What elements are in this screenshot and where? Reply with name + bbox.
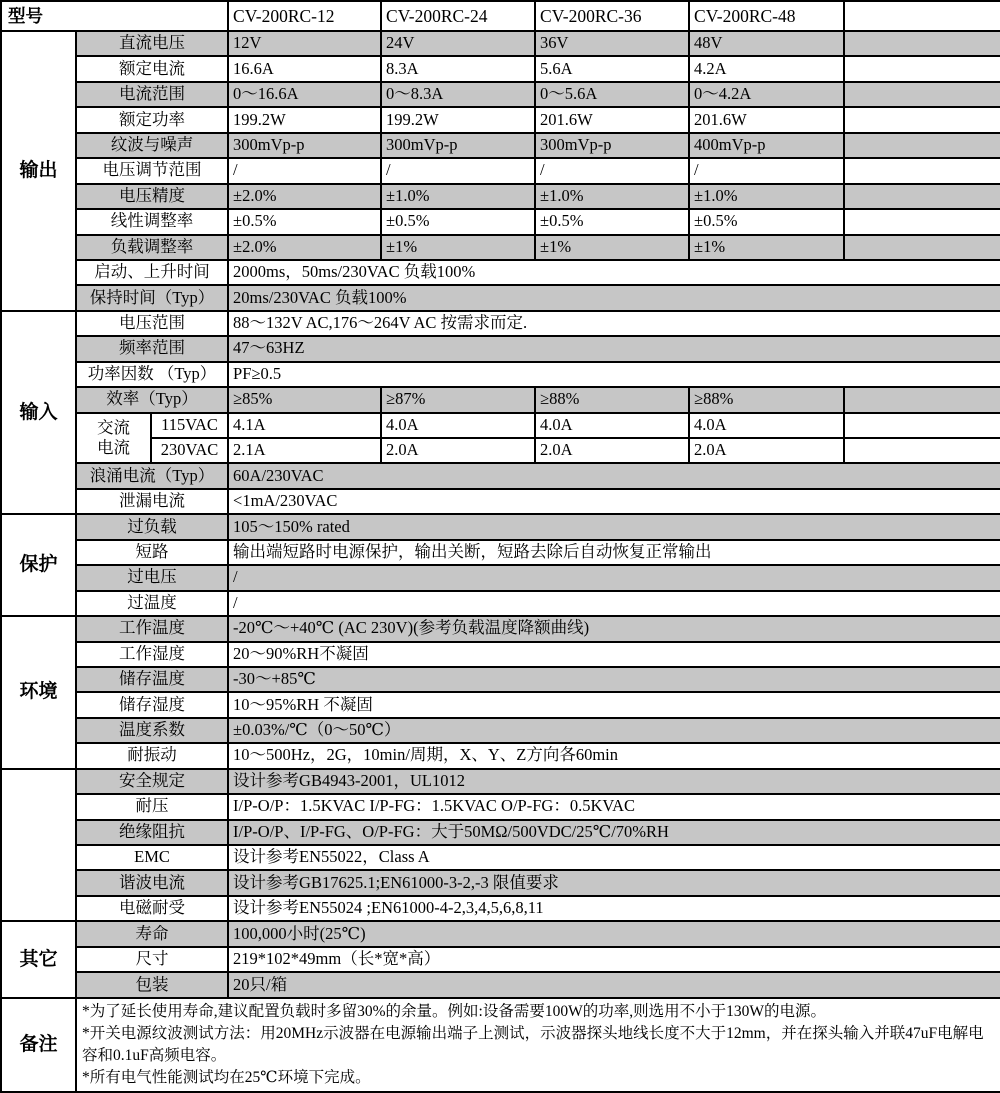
spec-value-span-cell: -30～+85℃ [228, 667, 1000, 692]
row-label: 谐波电流 [76, 870, 228, 895]
row-label: 启动、上升时间 [76, 260, 228, 285]
table-row [1, 743, 1000, 768]
spec-value-cell: 0～4.2A [689, 82, 844, 107]
row-label: 直流电压 [76, 31, 228, 56]
model-name-cell: CV-200RC-36 [535, 1, 689, 31]
row-label: 额定电流 [76, 56, 228, 81]
empty-cell [844, 158, 1000, 183]
spec-value-cell: 300mVp-p [535, 133, 689, 158]
spec-value-cell: ≥85% [228, 387, 381, 412]
model-header-label: 型号 [1, 1, 228, 31]
row-label: 过电压 [76, 565, 228, 590]
spec-value-span-cell: 20ms/230VAC 负载100% [228, 285, 1000, 310]
row-group-label [76, 413, 151, 464]
table-row [1, 921, 1000, 946]
table-row [1, 107, 1000, 132]
row-label: 储存温度 [76, 667, 228, 692]
spec-value-cell: ±1.0% [689, 184, 844, 209]
spec-value-cell: ±0.5% [535, 209, 689, 234]
spec-value-cell: ≥88% [689, 387, 844, 412]
row-label: 保持时间（Typ） [76, 285, 228, 310]
spec-value-span-cell: 输出端短路时电源保护，输出关断，短路去除后自动恢复正常输出 [228, 540, 1000, 565]
table-row [1, 387, 1000, 412]
table-row [1, 56, 1000, 81]
table-row [1, 158, 1000, 183]
note-line: *所有电气性能测试均在25℃环境下完成。 [82, 1069, 371, 1086]
empty-cell [844, 235, 1000, 260]
spec-value-span-cell: 10～500Hz，2G，10min/周期，X、Y、Z方向各60min [228, 743, 1000, 768]
section-label: 备注 [1, 998, 76, 1092]
row-label: 工作湿度 [76, 642, 228, 667]
spec-value-span-cell: 219*102*49mm（长*宽*高） [228, 947, 1000, 972]
spec-value-cell: 4.0A [689, 413, 844, 438]
row-label: 负载调整率 [76, 235, 228, 260]
model-name-cell: CV-200RC-12 [228, 1, 381, 31]
row-label: 线性调整率 [76, 209, 228, 234]
row-sub-label: 115VAC [151, 413, 228, 438]
table-row [1, 362, 1000, 387]
empty-cell [844, 1, 1000, 31]
spec-value-span-cell: 2000ms，50ms/230VAC 负载100% [228, 260, 1000, 285]
spec-value-cell: / [689, 158, 844, 183]
spec-value-cell: 4.0A [381, 413, 535, 438]
table-row [1, 209, 1000, 234]
spec-value-cell: 4.1A [228, 413, 381, 438]
row-label: EMC [76, 845, 228, 870]
spec-value-cell: ±2.0% [228, 235, 381, 260]
spec-value-span-cell: PF≥0.5 [228, 362, 1000, 387]
spec-value-cell: ±1% [381, 235, 535, 260]
empty-cell [844, 387, 1000, 412]
spec-value-cell: 4.2A [689, 56, 844, 81]
row-label: 电磁耐受 [76, 896, 228, 921]
group-line: 电流 [97, 438, 130, 457]
table-row [1, 616, 1000, 641]
spec-value-cell: 201.6W [689, 107, 844, 132]
table-row [1, 642, 1000, 667]
section-label: 输出 [1, 31, 76, 311]
spec-value-span-cell: -20℃～+40℃ (AC 230V)(参考负载温度降额曲线) [228, 616, 1000, 641]
row-label: 尺寸 [76, 947, 228, 972]
table-row [1, 285, 1000, 310]
row-label: 泄漏电流 [76, 489, 228, 514]
spec-value-cell: 5.6A [535, 56, 689, 81]
table-row [1, 947, 1000, 972]
row-label: 电压精度 [76, 184, 228, 209]
table-row [1, 896, 1000, 921]
spec-value-cell: ±1% [535, 235, 689, 260]
spec-value-cell: 300mVp-p [381, 133, 535, 158]
spec-value-span-cell: 100,000小时(25℃) [228, 921, 1000, 946]
section-label: 输入 [1, 311, 76, 515]
spec-value-cell: ±1.0% [381, 184, 535, 209]
row-label: 温度系数 [76, 718, 228, 743]
spec-value-span-cell: <1mA/230VAC [228, 489, 1000, 514]
table-row [1, 870, 1000, 895]
table-row [1, 235, 1000, 260]
notes-cell [76, 998, 1000, 1092]
spec-value-cell: 0～8.3A [381, 82, 535, 107]
spec-value-span-cell: 47～63HZ [228, 336, 1000, 361]
spec-value-cell: 16.6A [228, 56, 381, 81]
spec-value-cell: ≥87% [381, 387, 535, 412]
table-row [1, 260, 1000, 285]
section-label: 环境 [1, 616, 76, 769]
table-row [1, 413, 1000, 438]
spec-value-cell: 24V [381, 31, 535, 56]
row-label: 寿命 [76, 921, 228, 946]
row-label: 效率（Typ） [76, 387, 228, 412]
spec-value-cell: 2.1A [228, 438, 381, 463]
row-label: 功率因数 （Typ） [76, 362, 228, 387]
empty-cell [844, 413, 1000, 438]
spec-value-cell: ±1.0% [535, 184, 689, 209]
table-row [1, 31, 1000, 56]
spec-value-cell: / [381, 158, 535, 183]
row-label: 绝缘阻抗 [76, 820, 228, 845]
table-row [1, 820, 1000, 845]
row-label: 安全规定 [76, 769, 228, 794]
table-row [1, 133, 1000, 158]
spec-value-cell: ±1% [689, 235, 844, 260]
note-line: *为了延长使用寿命,建议配置负载时多留30%的余量。例如:设备需要100W的功率,则选用不小于130W的电源。 [82, 1003, 826, 1020]
spec-value-cell: 300mVp-p [228, 133, 381, 158]
table-row [1, 438, 1000, 463]
model-name-cell: CV-200RC-48 [689, 1, 844, 31]
row-label: 储存湿度 [76, 692, 228, 717]
spec-value-cell: ±0.5% [689, 209, 844, 234]
spec-value-cell: 2.0A [689, 438, 844, 463]
row-label: 耐振动 [76, 743, 228, 768]
table-row [1, 184, 1000, 209]
empty-cell [844, 209, 1000, 234]
section-label: 其它 [1, 921, 76, 998]
spec-value-span-cell: I/P-O/P：1.5KVAC I/P-FG：1.5KVAC O/P-FG：0.5KVAC [228, 794, 1000, 819]
spec-value-cell: ±0.5% [381, 209, 535, 234]
table-row [1, 845, 1000, 870]
row-label: 过温度 [76, 591, 228, 616]
spec-value-cell: 2.0A [535, 438, 689, 463]
empty-cell [844, 438, 1000, 463]
table-row [1, 489, 1000, 514]
row-label: 短路 [76, 540, 228, 565]
spec-value-span-cell: / [228, 565, 1000, 590]
table-row [1, 718, 1000, 743]
table-row [1, 311, 1000, 336]
empty-cell [844, 107, 1000, 132]
row-label: 工作温度 [76, 616, 228, 641]
spec-value-cell: 201.6W [535, 107, 689, 132]
row-label: 电压范围 [76, 311, 228, 336]
spec-value-span-cell: 设计参考GB17625.1;EN61000-3-2,-3 限值要求 [228, 870, 1000, 895]
row-label: 浪涌电流（Typ） [76, 463, 228, 488]
row-label: 纹波与噪声 [76, 133, 228, 158]
table-row [1, 998, 1000, 1092]
spec-value-cell: 12V [228, 31, 381, 56]
empty-cell [844, 133, 1000, 158]
row-label: 额定功率 [76, 107, 228, 132]
table-row [1, 667, 1000, 692]
row-sub-label: 230VAC [151, 438, 228, 463]
spec-value-cell: ≥88% [535, 387, 689, 412]
table-row [1, 591, 1000, 616]
group-line: 交流 [97, 418, 130, 438]
spec-value-cell: / [535, 158, 689, 183]
row-label: 包装 [76, 972, 228, 998]
spec-table-body [1, 1, 1000, 1092]
table-row [1, 794, 1000, 819]
spec-value-cell: 2.0A [381, 438, 535, 463]
spec-value-span-cell: 设计参考GB4943-2001，UL1012 [228, 769, 1000, 794]
table-row [1, 565, 1000, 590]
spec-value-cell: 400mVp-p [689, 133, 844, 158]
spec-value-cell: 48V [689, 31, 844, 56]
table-row [1, 769, 1000, 794]
spec-value-span-cell: I/P-O/P、I/P-FG、O/P-FG：大于50MΩ/500VDC/25℃/70%RH [228, 820, 1000, 845]
spec-value-cell: 199.2W [228, 107, 381, 132]
spec-value-span-cell: 10～95%RH 不凝固 [228, 692, 1000, 717]
note-line: *开关电源纹波测试方法：用20MHz示波器在电源输出端子上测试，示波器探头地线长度不大于12mm，并在探头输入并联47uF电解电容和0.1uF高频电容。 [82, 1025, 984, 1064]
empty-cell [844, 184, 1000, 209]
spec-value-span-cell: 设计参考EN55022，Class A [228, 845, 1000, 870]
row-label: 过负载 [76, 514, 228, 539]
empty-cell [844, 82, 1000, 107]
empty-cell [844, 31, 1000, 56]
spec-value-cell: 199.2W [381, 107, 535, 132]
spec-value-cell: 0～5.6A [535, 82, 689, 107]
table-row [1, 692, 1000, 717]
table-row [1, 514, 1000, 539]
table-row [1, 463, 1000, 488]
model-name-cell: CV-200RC-24 [381, 1, 535, 31]
spec-value-cell: 0～16.6A [228, 82, 381, 107]
table-row [1, 540, 1000, 565]
section-label-empty [1, 769, 76, 922]
spec-value-cell: ±2.0% [228, 184, 381, 209]
spec-value-span-cell: 88～132V AC,176～264V AC 按需求而定. [228, 311, 1000, 336]
row-label: 电压调节范围 [76, 158, 228, 183]
row-label: 电流范围 [76, 82, 228, 107]
empty-cell [844, 56, 1000, 81]
spec-value-span-cell: 20只/箱 [228, 972, 1000, 998]
table-row [1, 336, 1000, 361]
spec-value-span-cell: 设计参考EN55024 ;EN61000-4-2,3,4,5,6,8,11 [228, 896, 1000, 921]
spec-value-cell: / [228, 158, 381, 183]
spec-value-cell: 8.3A [381, 56, 535, 81]
table-row [1, 972, 1000, 998]
spec-value-cell: 4.0A [535, 413, 689, 438]
row-label: 耐压 [76, 794, 228, 819]
spec-value-span-cell: 60A/230VAC [228, 463, 1000, 488]
spec-value-cell: 36V [535, 31, 689, 56]
spec-value-cell: ±0.5% [228, 209, 381, 234]
spec-value-span-cell: ±0.03%/℃（0～50℃） [228, 718, 1000, 743]
row-label: 频率范围 [76, 336, 228, 361]
section-label: 保护 [1, 514, 76, 616]
spec-value-span-cell: / [228, 591, 1000, 616]
spec-value-span-cell: 105～150% rated [228, 514, 1000, 539]
spec-value-span-cell: 20～90%RH不凝固 [228, 642, 1000, 667]
table-row [1, 82, 1000, 107]
model-header-row [1, 1, 1000, 31]
